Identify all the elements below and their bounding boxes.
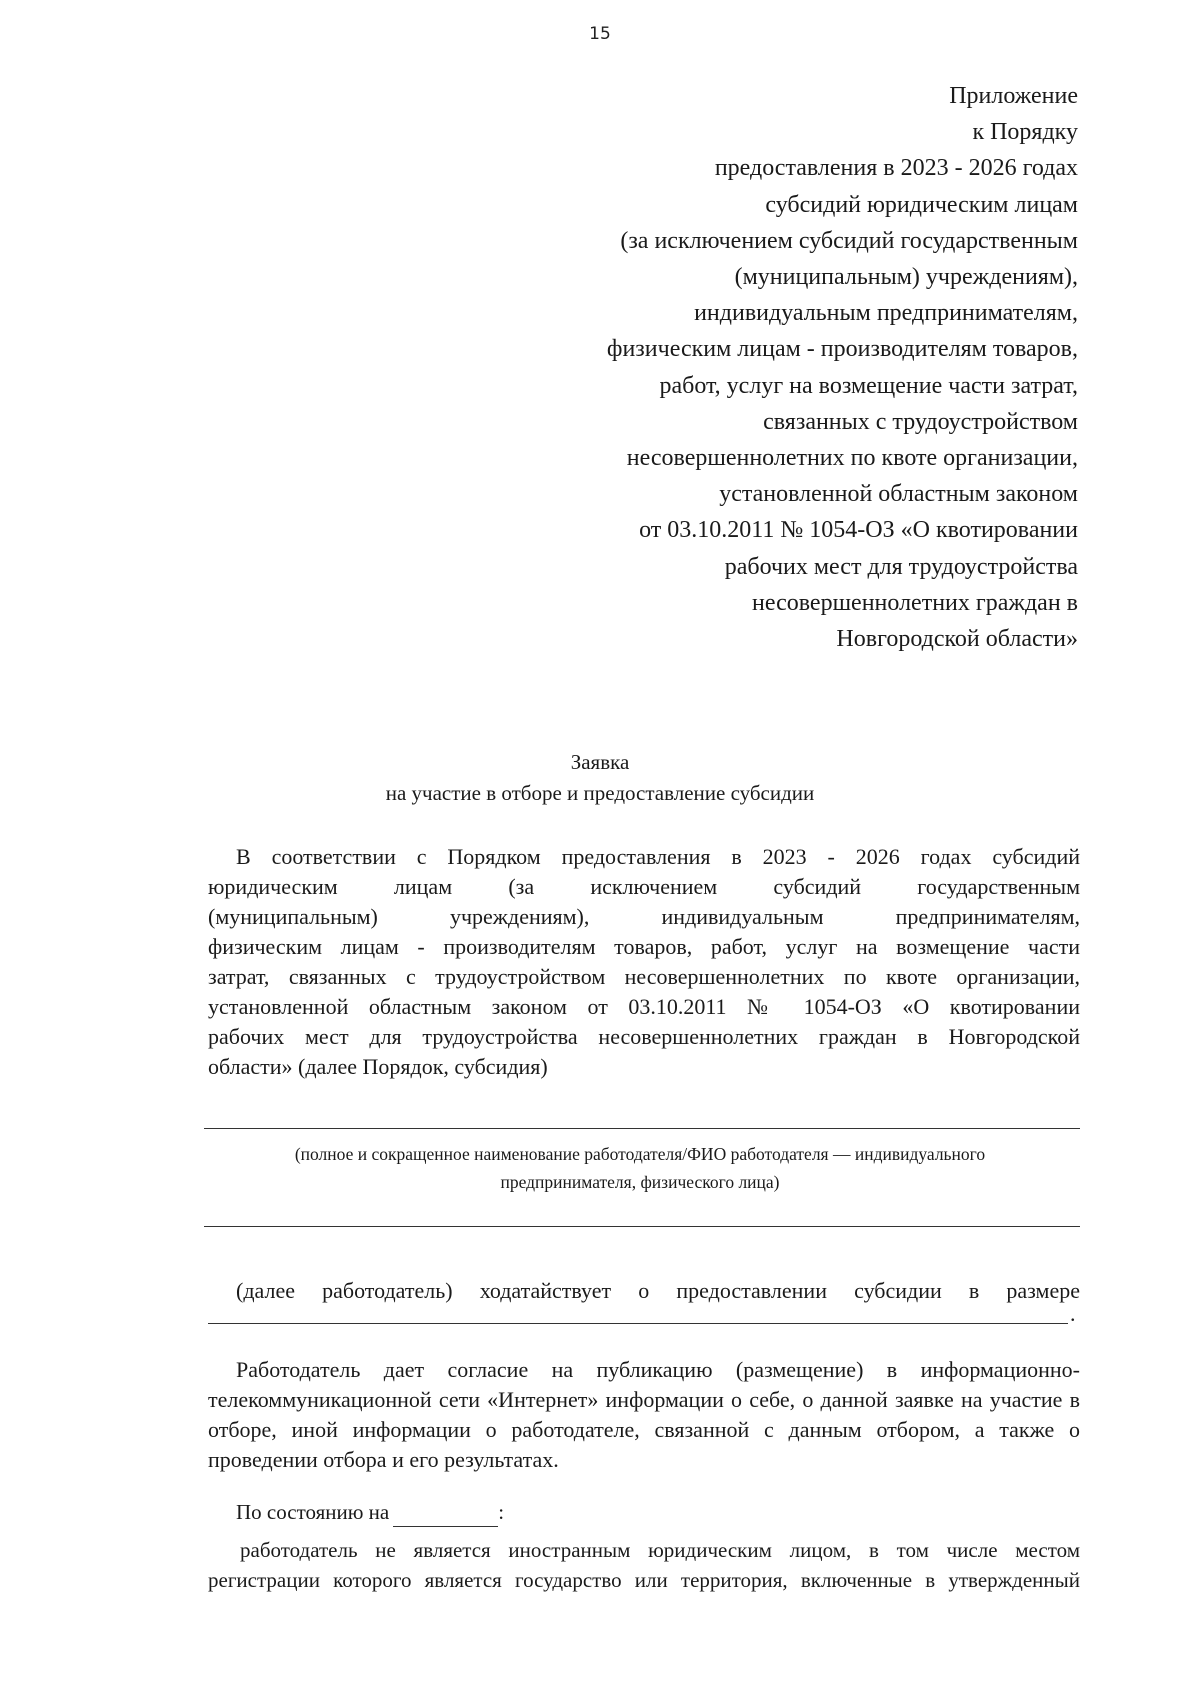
appendix-line: индивидуальным предпринимателям, (694, 300, 1078, 327)
appendix-line: несовершеннолетних по квоте организации, (626, 445, 1078, 472)
appendix-line: от 03.10.2011 № 1054-ОЗ «О квотировании (639, 517, 1078, 544)
appendix-header (378, 78, 1078, 657)
intro-paragraph (208, 842, 1080, 1082)
appendix-line: физическим лицам - производителям товаров, (606, 336, 1078, 363)
appendix-line: связанных с трудоустройством (763, 408, 1078, 435)
intro-line: В соответствии с Порядком предоставления в 2023 - 2026 годах субсидий (236, 844, 1080, 869)
request-paragraph (208, 1276, 1080, 1306)
employer-name-caption (200, 1140, 1080, 1196)
intro-line: физическим лицам - производителям товаров, работ, услуг на возмещение части (208, 934, 1080, 959)
statement-paragraph (208, 1535, 1080, 1595)
intro-line: области» (далее Порядок, субсидия) (208, 1054, 548, 1079)
as-of-date-blank (393, 1504, 498, 1527)
document-title: Заявка (570, 750, 630, 774)
appendix-line: Приложение (949, 83, 1078, 109)
as-of-line (236, 1497, 504, 1527)
appendix-line: работ, услуг на возмещение части затрат, (659, 372, 1078, 399)
employer-name-line (204, 1128, 1080, 1129)
intro-line: (муниципальным) учреждениям), индивидуальным предпринимателям, (208, 904, 1080, 929)
request-end: . (1070, 1301, 1076, 1326)
statement-line: работодатель не является иностранным юридическим лицом, в том числе местом (240, 1538, 1080, 1562)
intro-line: юридическим лицам (за исключением субсидий государственным (208, 874, 1080, 899)
document-subtitle: на участие в отборе и предоставление субсидии (385, 781, 815, 805)
statement-line: регистрации которого является государство или территория, включенные в утвержденный (208, 1568, 1080, 1592)
as-of-label: По состоянию на (236, 1500, 390, 1524)
consent-line: отборе, иной информации о работодателе, связанной с данным отбором, а также о (208, 1417, 1080, 1442)
subsidy-amount-line (208, 1323, 1068, 1324)
appendix-line: (за исключением субсидий государственным (620, 227, 1078, 254)
appendix-line: предоставления в 2023 - 2026 годах (714, 155, 1078, 182)
document-title-block (0, 747, 1200, 809)
appendix-line: к Порядку (972, 119, 1078, 146)
caption-line: (полное и сокращенное наименование работодателя/ФИО работодателя — индивидуального (294, 1144, 986, 1164)
appendix-line: субсидий юридическим лицам (765, 191, 1078, 218)
caption-line: предпринимателя, физического лица) (500, 1172, 780, 1192)
appendix-line: несовершеннолетних граждан в (751, 589, 1078, 616)
appendix-line: установленной областным законом (719, 481, 1078, 508)
page-number: 15 (589, 24, 611, 44)
employer-extra-line (204, 1226, 1080, 1227)
as-of-colon: : (498, 1500, 505, 1524)
consent-line: Работодатель дает согласие на публикацию (размещение) в информационно- (236, 1357, 1080, 1382)
intro-line: установленной областным законом от 03.10.2011 № 1054-ОЗ «О квотировании (208, 994, 1080, 1019)
consent-line: проведении отбора и его результатах. (208, 1447, 559, 1472)
intro-line: затрат, связанных с трудоустройством несовершеннолетних по квоте организации, (208, 964, 1080, 989)
intro-line: рабочих мест для трудоустройства несовершеннолетних граждан в Новгородской (208, 1024, 1080, 1049)
consent-line: телекоммуникационной сети «Интернет» информации о себе, о данной заявке на участие в (208, 1387, 1080, 1412)
appendix-line: (муниципальным) учреждениям), (734, 264, 1078, 291)
request-line: (далее работодатель) ходатайствует о предоставлении субсидии в размере (236, 1278, 1080, 1303)
appendix-line: рабочих мест для трудоустройства (724, 553, 1078, 580)
consent-paragraph (208, 1355, 1080, 1475)
appendix-line: Новгородской области» (836, 626, 1078, 653)
